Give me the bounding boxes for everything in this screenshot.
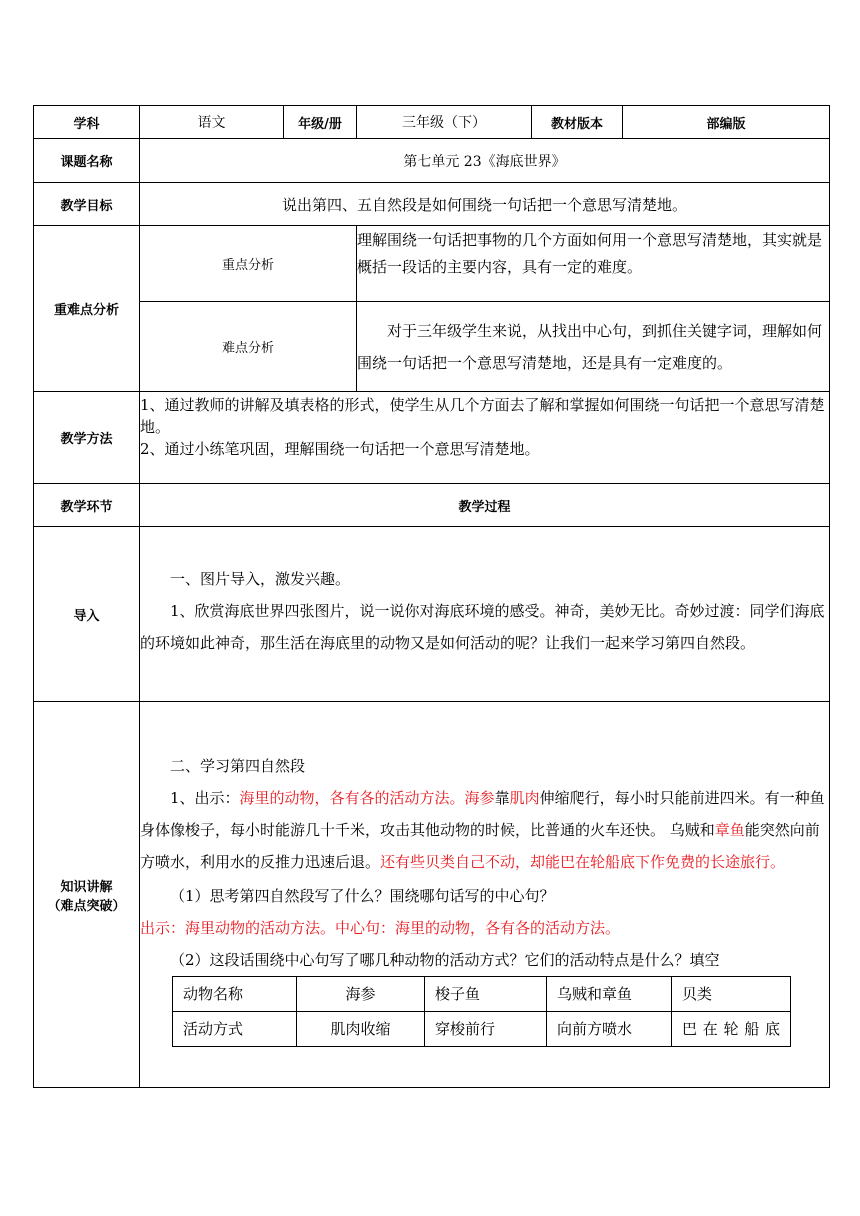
stage-label: 教学环节 [34,484,140,527]
method-row [34,392,830,484]
lesson-plan-table [33,105,830,1088]
answer-1: 出示：海里动物的活动方法。中心句：海里的动物，各有各的活动方法。 [140,919,621,937]
table-cell: 乌贼和章鱼 [547,977,672,1012]
difficult-analysis-row [34,302,830,392]
table-cell: 向前方喷水 [547,1012,672,1047]
knowledge-label [34,702,140,1088]
intro-row [34,527,830,702]
passage-black-2: 伸缩爬行，每小时只能前进四米。有一种鱼身体像梭子，每小时能游几十千米，攻击其他动物的时候，比普通的火车还快。 乌贼和 [140,789,825,839]
lesson-title-label: 课题名称 [34,139,140,183]
table-cell: 梭子鱼 [425,977,547,1012]
key-analysis-row [34,226,830,302]
analysis-label: 重难点分析 [34,226,140,392]
key-analysis-label: 重点分析 [140,226,357,302]
table-cell: 穿梭前行 [425,1012,547,1047]
intro-paragraph: 1、欣赏海底世界四张图片，说一说你对海底环境的感受。神奇，美妙无比。奇妙过渡：同学们海底的环境如此神奇，那生活在海底里的动物又是如何活动的呢？让我们一起来学习第四自然段。 [140,602,825,652]
knowledge-cell [140,702,830,1088]
table-cell: 肌肉收缩 [297,1012,425,1047]
table-cell: 海参 [297,977,425,1012]
table-cell: 巴在轮船底 [672,1012,791,1047]
header-row [34,106,830,139]
goal-value: 说出第四、五自然段是如何围绕一句话把一个意思写清楚地。 [140,183,830,226]
animal-table [172,976,791,1047]
passage-show-prefix: 1、出示： [170,789,240,807]
knowledge-row [34,702,830,1088]
intro-label: 导入 [34,527,140,702]
goal-label: 教学目标 [34,183,140,226]
table-cell: 贝类 [672,977,791,1012]
passage-red-1: 海里的动物，各有各的活动方法。海参 [239,789,495,807]
animal-table-row [173,1012,791,1047]
knowledge-label-line-2: （难点突破） [47,898,126,914]
passage-black-1: 靠 [494,789,510,807]
subject-value: 语文 [140,106,284,139]
knowledge-heading: 二、学习第四自然段 [170,757,306,775]
difficult-analysis-label: 难点分析 [140,302,357,392]
passage-red-3: 章鱼 [714,821,745,839]
grade-value: 三年级（下） [357,106,532,139]
method-cell [140,392,830,484]
knowledge-passage [140,782,829,878]
process-header-row [34,484,830,527]
method-label: 教学方法 [34,392,140,484]
lesson-plan-document [33,105,829,1088]
subject-label: 学科 [34,106,140,139]
table-cell: 动物名称 [173,977,297,1012]
edition-label: 教材版本 [532,106,623,139]
method-line-1: 1、通过教师的讲解及填表格的形式，使学生从几个方面去了解和掌握如何围绕一句话把一个意思写清楚地。 [140,396,825,436]
animal-table-row [173,977,791,1012]
process-label: 教学过程 [140,484,830,527]
difficult-analysis-text: 对于三年级学生来说，从找出中心句，到抓住关键字词，理解如何围绕一句话把一个意思写清楚地，还是具有一定难度的。 [357,302,830,392]
lesson-title-value: 第七单元 23《海底世界》 [140,139,830,183]
goal-row [34,183,830,226]
question-1: （1）思考第四自然段写了什么？围绕哪句话写的中心句？ [170,887,555,905]
method-line-2: 2、通过小练笔巩固，理解围绕一句话把一个意思写清楚地。 [140,440,540,458]
edition-value: 部编版 [623,106,830,139]
lesson-title-row [34,139,830,183]
passage-black-3: 能突然向前方喷水，利用水的反推力迅速后退。 [140,821,820,871]
intro-heading: 一、图片导入，激发兴趣。 [170,570,351,588]
intro-cell [140,527,830,702]
key-analysis-text: 理解围绕一句话把事物的几个方面如何用一个意思写清楚地，其实就是概括一段话的主要内容，具有一定的难度。 [357,226,830,302]
passage-red-2: 肌肉 [509,789,540,807]
passage-red-4: 还有些贝类自己不动，却能巴在轮船底下作免费的长途旅行。 [380,853,786,871]
table-cell: 活动方式 [173,1012,297,1047]
knowledge-label-line-1: 知识讲解 [60,879,113,895]
question-2: （2）这段话围绕中心句写了哪几种动物的活动方式？它们的活动特点是什么？填空 [170,951,720,969]
grade-label: 年级/册 [284,106,357,139]
